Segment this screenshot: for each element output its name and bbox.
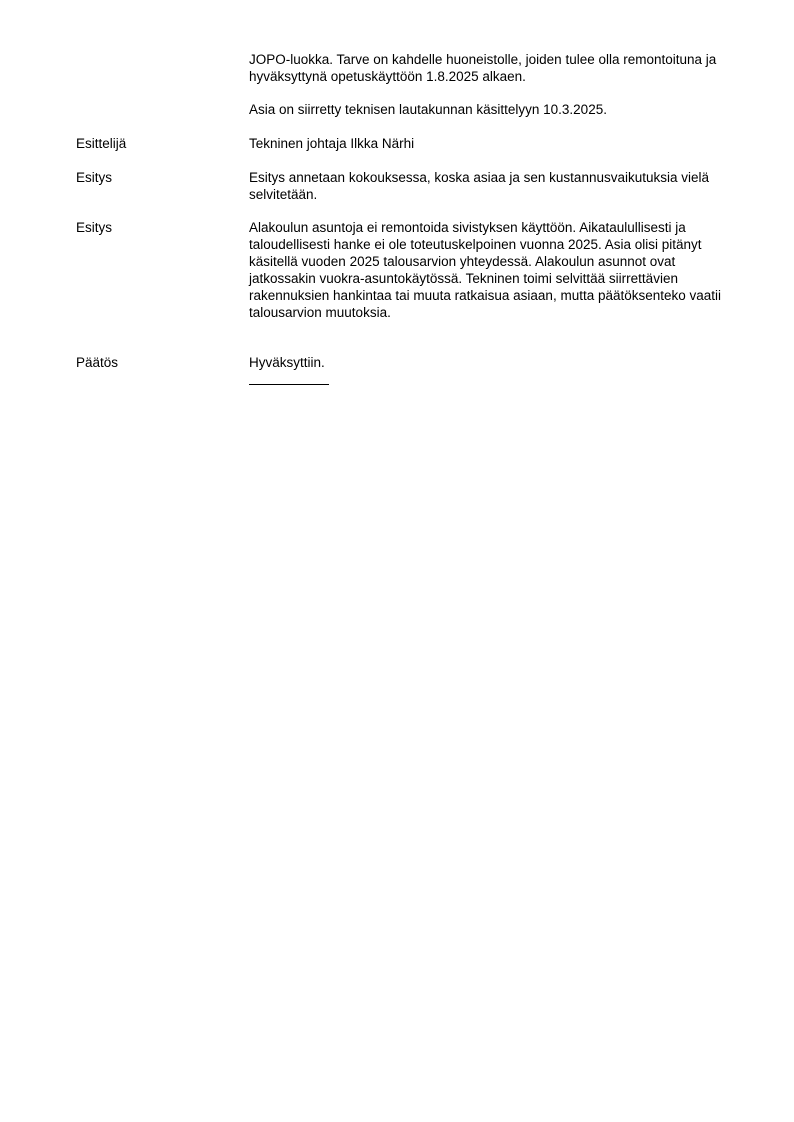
decision-text: Hyväksyttiin.	[249, 355, 325, 370]
proposal-text-2: Alakoulun asuntoja ei remontoida sivistyksen käyttöön. Aikataulullisesti ja taloudellisesti hanke ei ole toteutuskelpoinen vuonna 2025. Asia olisi pitänyt käsitellä vuoden 2025 talousarvion yhteydessä. Alakoulun asunnot ovat jatkossakin vuokra-asuntokäytössä. Tekninen toimi selvittää siirrettävien rakennuksien hankintaa tai muuta ratkaisua asiaan, mutta päätöksenteko vaatii talousarvion muutoksia.	[249, 220, 722, 320]
proposal-label-1: Esitys	[76, 170, 113, 185]
decision-label: Päätös	[76, 355, 119, 370]
transfer-note-text: Asia on siirretty teknisen lautakunnan käsittelyyn 10.3.2025.	[249, 102, 607, 117]
transfer-note	[249, 101, 739, 118]
continuation-text: JOPO-luokka. Tarve on kahdelle huoneistolle, joiden tulee olla remontoituna ja hyväksyttynä opetuskäyttöön 1.8.2025 alkaen.	[249, 52, 717, 84]
end-rule	[249, 384, 329, 385]
presenter-label: Esittelijä	[76, 136, 127, 151]
proposal-text-1: Esitys annetaan kokouksessa, koska asiaa ja sen kustannusvaikutuksia vielä selvitetään.	[249, 170, 710, 202]
proposal-label-2: Esitys	[76, 220, 113, 235]
presenter-text: Tekninen johtaja Ilkka Närhi	[249, 136, 415, 151]
continuation-paragraph	[249, 51, 739, 85]
